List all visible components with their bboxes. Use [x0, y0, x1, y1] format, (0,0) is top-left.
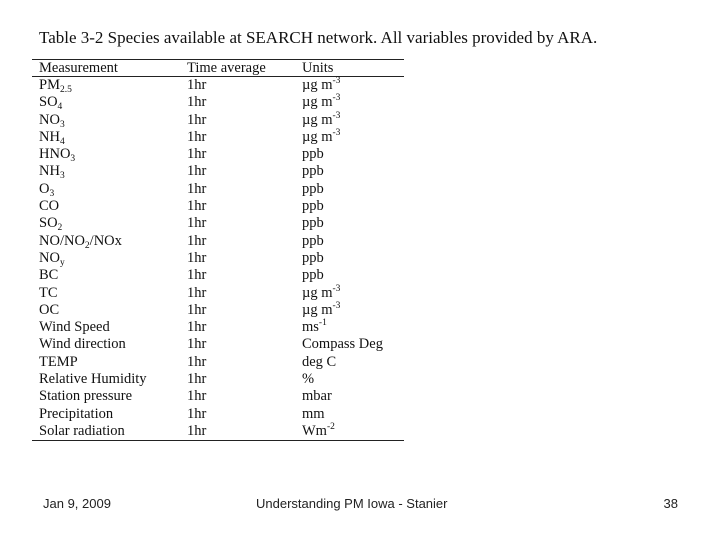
table-row [32, 371, 404, 388]
measurement-name: Wind Speed [39, 319, 110, 336]
measurement-name: TEMP [39, 353, 78, 370]
units-cell [302, 250, 404, 267]
unit-text: µg m [302, 284, 333, 301]
measurement-cell [32, 198, 187, 215]
measurement-name: NH [39, 163, 60, 180]
unit-text: µg m [302, 301, 333, 318]
table-row [32, 233, 404, 250]
measurement-cell [32, 371, 187, 388]
measurement-cell [32, 267, 187, 284]
time-average-cell: 1hr [187, 267, 207, 284]
units-cell [302, 198, 404, 215]
measurement-name: NO [39, 249, 60, 266]
table-row [32, 388, 404, 405]
table-row [32, 285, 404, 302]
units-cell [302, 163, 404, 180]
measurement-subscript: 3 [59, 171, 65, 182]
unit-text: ppb [302, 163, 324, 180]
units-cell [302, 215, 404, 232]
measurement-cell [32, 423, 187, 441]
units-cell [302, 285, 404, 302]
table-row [32, 163, 404, 180]
table-body [32, 77, 404, 441]
table-row [32, 77, 404, 95]
unit-text: ppb [302, 180, 324, 197]
table-row [32, 250, 404, 267]
unit-exponent: -1 [318, 318, 327, 329]
time-average-cell: 1hr [187, 146, 207, 163]
page-number: 38 [663, 496, 678, 511]
measurement-cell [32, 302, 187, 319]
measurement-name: NO [39, 111, 60, 128]
table-row [32, 336, 404, 353]
measurement-cell [32, 285, 187, 302]
measurement-cell [32, 215, 187, 232]
time-average-cell: 1hr [187, 388, 207, 405]
header-units: Units [302, 60, 334, 76]
table-row [32, 198, 404, 215]
unit-text: ppb [302, 232, 324, 249]
measurement-name: BC [39, 267, 59, 284]
unit-exponent: -3 [332, 127, 341, 138]
unit-text: ppb [302, 267, 324, 284]
units-cell [302, 94, 404, 111]
measurement-cell [32, 388, 187, 405]
measurement-name: NO/NO [39, 232, 85, 249]
units-cell [302, 129, 404, 146]
unit-text: ppb [302, 198, 324, 215]
measurement-cell [32, 336, 187, 353]
table-row [32, 146, 404, 163]
measurement-subscript: 2 [57, 223, 63, 234]
table-header-row [32, 60, 404, 77]
table-row [32, 267, 404, 284]
measurement-cell [32, 250, 187, 267]
table-row [32, 215, 404, 232]
table-row [32, 319, 404, 336]
time-average-cell: 1hr [187, 77, 207, 93]
time-average-cell: 1hr [187, 353, 207, 370]
measurement-name: Solar radiation [39, 422, 125, 439]
header-time-average: Time average [187, 60, 266, 76]
unit-text: µg m [302, 77, 333, 93]
units-cell [302, 371, 404, 388]
measurement-subscript: 4 [59, 136, 65, 147]
measurement-name: HNO [39, 146, 71, 163]
unit-exponent: -3 [332, 110, 341, 121]
measurement-cell [32, 163, 187, 180]
species-table [32, 59, 404, 441]
units-cell [302, 233, 404, 250]
units-cell [302, 336, 404, 353]
table-row [32, 406, 404, 423]
species-table-container [32, 59, 404, 441]
time-average-cell: 1hr [187, 405, 207, 422]
time-average-cell: 1hr [187, 163, 207, 180]
table-row [32, 302, 404, 319]
units-cell [302, 112, 404, 129]
measurement-cell [32, 406, 187, 423]
header-measurement: Measurement [39, 60, 118, 76]
unit-text: deg C [302, 353, 337, 370]
unit-exponent: -2 [326, 421, 335, 432]
measurement-name: Wind direction [39, 336, 126, 353]
measurement-subscript: 4 [57, 102, 63, 113]
unit-exponent: -3 [332, 283, 341, 294]
table-row [32, 354, 404, 371]
unit-text: mm [302, 405, 325, 422]
measurement-name: O [39, 180, 50, 197]
measurement-cell [32, 181, 187, 198]
time-average-cell: 1hr [187, 422, 207, 439]
measurement-name: Relative Humidity [39, 371, 147, 388]
measurement-cell [32, 129, 187, 146]
table-row [32, 129, 404, 146]
table-row [32, 181, 404, 198]
units-cell [302, 146, 404, 163]
table-row [32, 423, 404, 441]
time-average-cell: 1hr [187, 128, 207, 145]
measurement-subscript: 3 [70, 154, 76, 165]
unit-text: µg m [302, 128, 333, 145]
measurement-cell [32, 233, 187, 250]
measurement-cell [32, 112, 187, 129]
table-caption: Table 3-2 Species available at SEARCH network. All variables provided by ARA. [39, 28, 598, 47]
measurement-name: SO [39, 94, 58, 111]
measurement-name: SO [39, 215, 58, 232]
measurement-cell [32, 94, 187, 111]
time-average-cell: 1hr [187, 319, 207, 336]
measurement-subscript: 3 [49, 188, 55, 199]
unit-text: mbar [302, 388, 332, 405]
units-cell [302, 267, 404, 284]
unit-text: Wm [302, 422, 327, 439]
measurement-name: OC [39, 301, 60, 318]
time-average-cell: 1hr [187, 336, 207, 353]
measurement-name: TC [39, 284, 58, 301]
measurement-subscript: 3 [59, 119, 65, 130]
measurement-cell [32, 77, 187, 95]
time-average-cell: 1hr [187, 215, 207, 232]
time-average-cell: 1hr [187, 180, 207, 197]
measurement-cell [32, 354, 187, 371]
unit-text: ppb [302, 146, 324, 163]
time-average-cell: 1hr [187, 111, 207, 128]
unit-text: % [302, 371, 315, 388]
measurement-cell [32, 319, 187, 336]
time-average-cell: 1hr [187, 198, 207, 215]
footer-date: Jan 9, 2009 [43, 496, 111, 511]
measurement-cell [32, 146, 187, 163]
measurement-subscript: 2.5 [59, 85, 72, 95]
table-row [32, 112, 404, 129]
unit-text: ms [302, 319, 319, 336]
unit-text: µg m [302, 111, 333, 128]
measurement-name: Station pressure [39, 388, 133, 405]
units-cell [302, 354, 404, 371]
time-average-cell: 1hr [187, 249, 207, 266]
unit-exponent: -3 [332, 300, 341, 311]
measurement-name: Precipitation [39, 405, 114, 422]
measurement-subscript: y [59, 257, 65, 268]
time-average-cell: 1hr [187, 301, 207, 318]
unit-exponent: -3 [332, 93, 341, 104]
time-average-cell: 1hr [187, 371, 207, 388]
unit-text: ppb [302, 249, 324, 266]
units-cell [302, 319, 404, 336]
time-average-cell: 1hr [187, 284, 207, 301]
measurement-name: CO [39, 198, 60, 215]
unit-exponent: -3 [332, 76, 341, 86]
units-cell [302, 423, 404, 441]
footer-title: Understanding PM Iowa - Stanier [256, 496, 448, 511]
measurement-subscript: 2 [84, 240, 90, 251]
units-cell [302, 181, 404, 198]
measurement-name: NH [39, 128, 60, 145]
unit-text: µg m [302, 94, 333, 111]
units-cell [302, 388, 404, 405]
measurement-suffix: /NOx [89, 232, 122, 249]
units-cell [302, 406, 404, 423]
measurement-name: PM [39, 77, 60, 93]
units-cell [302, 302, 404, 319]
time-average-cell: 1hr [187, 232, 207, 249]
units-cell [302, 77, 404, 95]
unit-text: Compass Deg [302, 336, 383, 353]
time-average-cell: 1hr [187, 94, 207, 111]
table-row [32, 94, 404, 111]
unit-text: ppb [302, 215, 324, 232]
